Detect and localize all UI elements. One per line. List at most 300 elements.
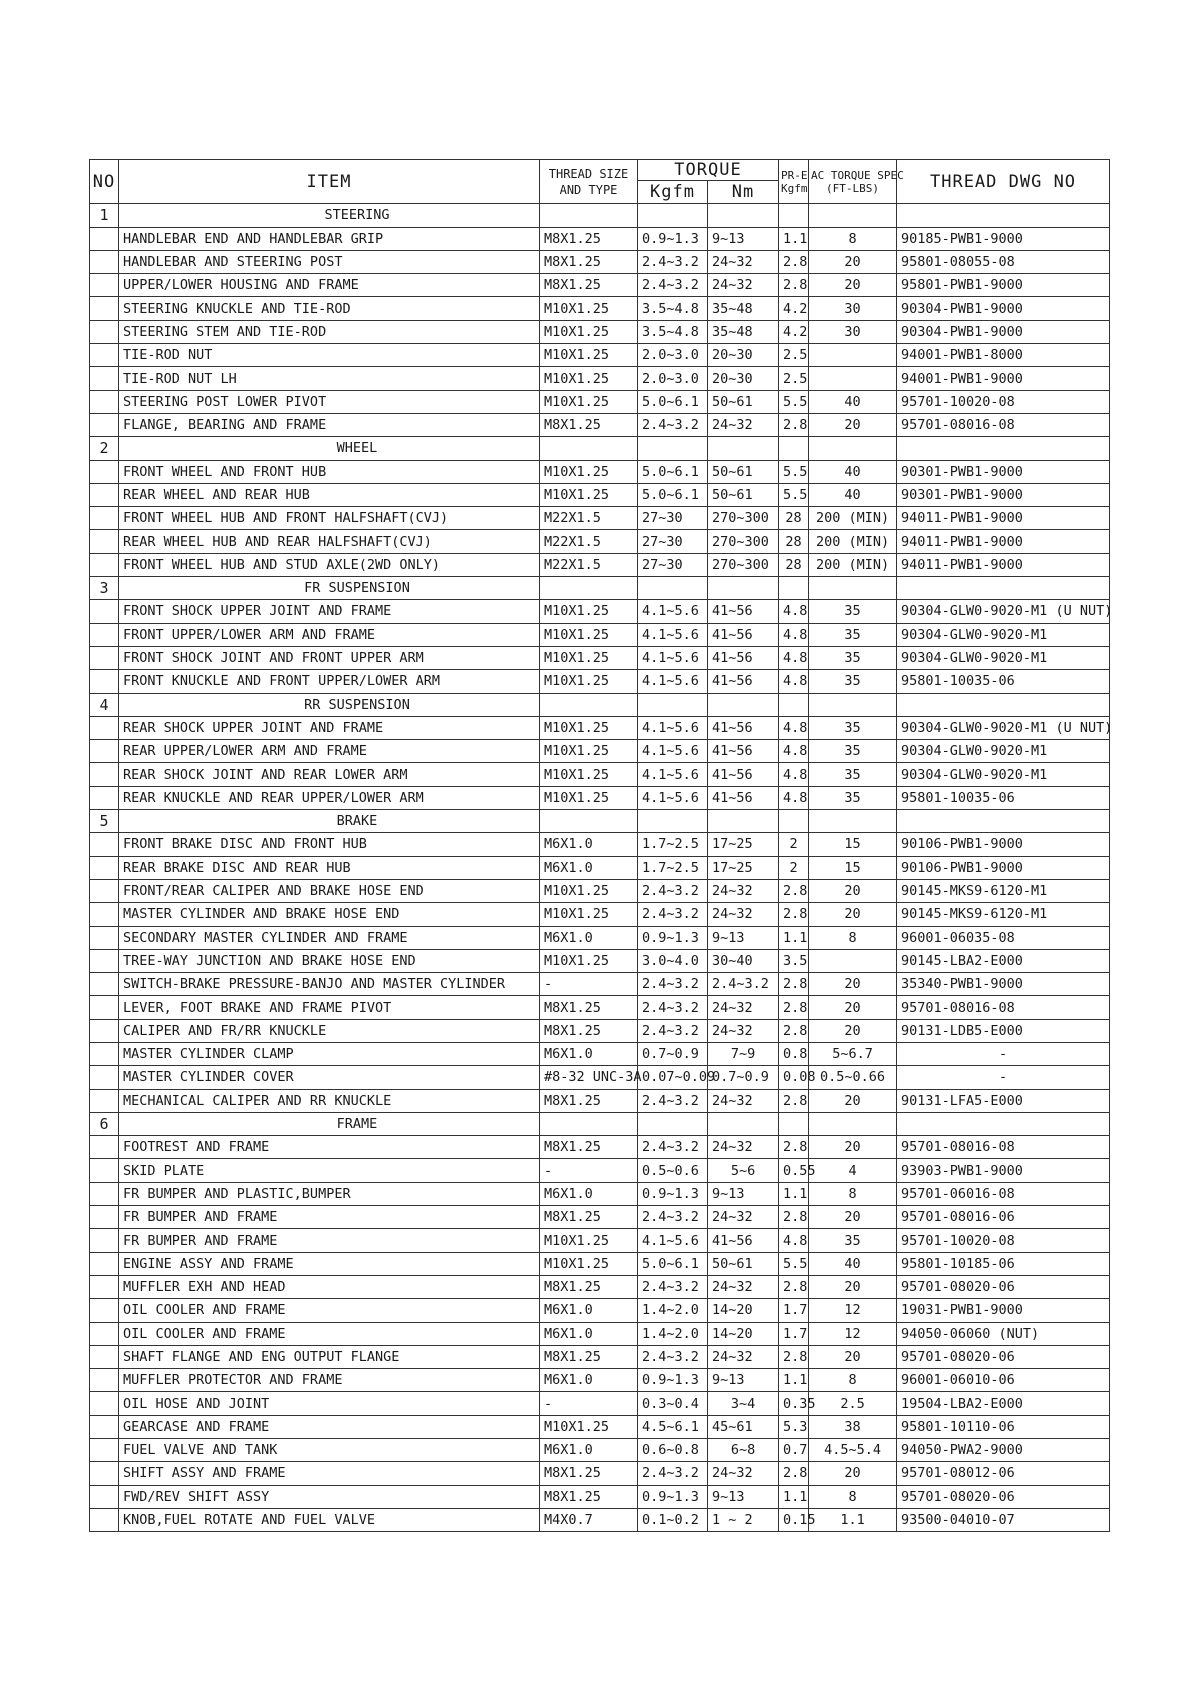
nm-cell: 30~40 (708, 949, 779, 972)
table-row (90, 1066, 1110, 1089)
dwg-cell: 90106-PWB1-9000 (897, 833, 1110, 856)
empty-cell (90, 879, 119, 902)
ac-cell: 35 (809, 670, 897, 693)
nm-cell: 50~61 (708, 390, 779, 413)
col-pre-header (779, 160, 809, 204)
empty-cell (708, 1112, 779, 1135)
empty-cell (540, 437, 638, 460)
pre-cell: 4.8 (779, 1229, 809, 1252)
pre-cell: 2.8 (779, 996, 809, 1019)
dwg-cell: 90304-GLW0-9020-M1 (U NUT) (897, 716, 1110, 739)
dwg-cell: 90304-GLW0-9020-M1 (U NUT) (897, 600, 1110, 623)
section-number: 1 (90, 204, 119, 227)
thread-cell: M10X1.25 (540, 716, 638, 739)
item-cell: REAR UPPER/LOWER ARM AND FRAME (119, 740, 540, 763)
section-row (90, 437, 1110, 460)
table-row (90, 786, 1110, 809)
empty-cell (90, 623, 119, 646)
table-row (90, 1089, 1110, 1112)
dwg-cell: 90131-LDB5-E000 (897, 1019, 1110, 1042)
nm-cell: 50~61 (708, 460, 779, 483)
item-cell: HANDLEBAR END AND HANDLEBAR GRIP (119, 227, 540, 250)
kgfm-cell: 3.5~4.8 (638, 320, 708, 343)
ac-cell: 20 (809, 879, 897, 902)
pre-cell: 4.2 (779, 320, 809, 343)
item-cell: FWD/REV SHIFT ASSY (119, 1485, 540, 1508)
empty-cell (90, 390, 119, 413)
kgfm-cell: 0.9~1.3 (638, 227, 708, 250)
dwg-cell: 90301-PWB1-9000 (897, 483, 1110, 506)
thread-cell: M10X1.25 (540, 460, 638, 483)
ac-cell: 35 (809, 623, 897, 646)
empty-cell (897, 810, 1110, 833)
kgfm-cell: 4.1~5.6 (638, 600, 708, 623)
empty-cell (90, 1089, 119, 1112)
nm-cell: 41~56 (708, 740, 779, 763)
item-cell: SECONDARY MASTER CYLINDER AND FRAME (119, 926, 540, 949)
empty-cell (90, 646, 119, 669)
kgfm-cell: 1.4~2.0 (638, 1322, 708, 1345)
nm-cell: 5~6 (708, 1159, 779, 1182)
nm-cell: 41~56 (708, 670, 779, 693)
pre-cell: 4.8 (779, 600, 809, 623)
nm-cell: 50~61 (708, 1252, 779, 1275)
pre-cell: 5.5 (779, 1252, 809, 1275)
nm-cell: 24~32 (708, 1206, 779, 1229)
thread-cell: M10X1.25 (540, 320, 638, 343)
table-row (90, 1042, 1110, 1065)
thread-cell: M6X1.0 (540, 1439, 638, 1462)
thread-cell: M8X1.25 (540, 1485, 638, 1508)
kgfm-cell: 1.7~2.5 (638, 856, 708, 879)
kgfm-cell: 0.9~1.3 (638, 1369, 708, 1392)
pre-cell: 4.8 (779, 716, 809, 739)
item-cell: FLANGE, BEARING AND FRAME (119, 413, 540, 436)
pre-cell: 4.8 (779, 646, 809, 669)
thread-cell: M8X1.25 (540, 274, 638, 297)
thread-cell: M6X1.0 (540, 1299, 638, 1322)
item-cell: STEERING POST LOWER PIVOT (119, 390, 540, 413)
thread-header-line2: AND TYPE (559, 182, 618, 197)
nm-cell: 24~32 (708, 1345, 779, 1368)
thread-cell: M8X1.25 (540, 1462, 638, 1485)
empty-cell (638, 204, 708, 227)
ac-cell (809, 367, 897, 390)
thread-cell: M6X1.0 (540, 1369, 638, 1392)
empty-cell (809, 1112, 897, 1135)
empty-cell (90, 1462, 119, 1485)
dwg-cell: 96001-06035-08 (897, 926, 1110, 949)
kgfm-cell: 1.7~2.5 (638, 833, 708, 856)
table-row (90, 1322, 1110, 1345)
dwg-cell: 90304-GLW0-9020-M1 (897, 740, 1110, 763)
dwg-cell: 94011-PWB1-9000 (897, 553, 1110, 576)
kgfm-cell: 27~30 (638, 507, 708, 530)
thread-header-line1: THREAD SIZE (548, 166, 629, 181)
kgfm-cell: 4.1~5.6 (638, 763, 708, 786)
pre-cell: 2.8 (779, 274, 809, 297)
dwg-cell: 90131-LFA5-E000 (897, 1089, 1110, 1112)
section-number: 2 (90, 437, 119, 460)
empty-cell (90, 483, 119, 506)
thread-cell: M10X1.25 (540, 763, 638, 786)
kgfm-cell: 4.1~5.6 (638, 670, 708, 693)
ac-cell: 35 (809, 763, 897, 786)
dwg-cell: 90304-PWB1-9000 (897, 297, 1110, 320)
kgfm-cell: 27~30 (638, 553, 708, 576)
empty-cell (90, 1159, 119, 1182)
empty-cell (90, 320, 119, 343)
ac-cell: 40 (809, 390, 897, 413)
ac-cell: 30 (809, 297, 897, 320)
table-row (90, 1485, 1110, 1508)
empty-cell (540, 1112, 638, 1135)
pre-cell: 2.8 (779, 1136, 809, 1159)
thread-cell: - (540, 1392, 638, 1415)
thread-cell: M8X1.25 (540, 1275, 638, 1298)
ac-header-line2: (FT-LBS) (826, 181, 879, 195)
dwg-cell: 95701-10020-08 (897, 1229, 1110, 1252)
dwg-cell: 95701-08016-06 (897, 1206, 1110, 1229)
kgfm-cell: 2.4~3.2 (638, 1089, 708, 1112)
empty-cell (638, 810, 708, 833)
nm-cell: 9~13 (708, 1485, 779, 1508)
nm-cell: 9~13 (708, 227, 779, 250)
kgfm-cell: 4.1~5.6 (638, 1229, 708, 1252)
empty-cell (638, 1112, 708, 1135)
table-row (90, 740, 1110, 763)
item-cell: FR BUMPER AND FRAME (119, 1206, 540, 1229)
pre-cell: 0.8 (779, 1042, 809, 1065)
dwg-cell: 94011-PWB1-9000 (897, 530, 1110, 553)
nm-cell: 41~56 (708, 763, 779, 786)
empty-cell (90, 274, 119, 297)
ac-cell: 15 (809, 833, 897, 856)
kgfm-cell: 0.9~1.3 (638, 926, 708, 949)
dwg-cell: 95801-10035-06 (897, 670, 1110, 693)
empty-cell (897, 204, 1110, 227)
pre-cell: 0.08 (779, 1066, 809, 1089)
item-cell: FRONT BRAKE DISC AND FRONT HUB (119, 833, 540, 856)
dwg-cell: 95801-10110-06 (897, 1415, 1110, 1438)
nm-cell: 41~56 (708, 1229, 779, 1252)
empty-cell (90, 1136, 119, 1159)
ac-cell: 35 (809, 600, 897, 623)
section-title: FRAME (119, 1112, 540, 1135)
table-row (90, 646, 1110, 669)
dwg-cell: 94050-06060 (NUT) (897, 1322, 1110, 1345)
pre-cell: 4.2 (779, 297, 809, 320)
col-item-header: ITEM (119, 160, 540, 204)
kgfm-cell: 1.4~2.0 (638, 1299, 708, 1322)
empty-cell (90, 833, 119, 856)
item-cell: REAR BRAKE DISC AND REAR HUB (119, 856, 540, 879)
table-row (90, 320, 1110, 343)
item-cell: FRONT SHOCK UPPER JOINT AND FRAME (119, 600, 540, 623)
empty-cell (90, 763, 119, 786)
nm-cell: 9~13 (708, 1369, 779, 1392)
kgfm-cell: 2.0~3.0 (638, 367, 708, 390)
empty-cell (90, 949, 119, 972)
item-cell: MASTER CYLINDER AND BRAKE HOSE END (119, 903, 540, 926)
nm-cell: 3~4 (708, 1392, 779, 1415)
item-cell: FRONT WHEEL HUB AND FRONT HALFSHAFT(CVJ) (119, 507, 540, 530)
dwg-cell: 90304-GLW0-9020-M1 (897, 623, 1110, 646)
thread-cell: M22X1.5 (540, 507, 638, 530)
ac-cell: 12 (809, 1322, 897, 1345)
thread-cell: M8X1.25 (540, 1136, 638, 1159)
pre-cell: 1.7 (779, 1322, 809, 1345)
nm-cell: 7~9 (708, 1042, 779, 1065)
ac-cell: 2.5 (809, 1392, 897, 1415)
table-row (90, 1136, 1110, 1159)
empty-cell (90, 1252, 119, 1275)
col-thread-header (540, 160, 638, 204)
ac-cell: 20 (809, 1019, 897, 1042)
table-row (90, 996, 1110, 1019)
pre-cell: 5.5 (779, 390, 809, 413)
ac-cell: 8 (809, 227, 897, 250)
thread-cell: M10X1.25 (540, 367, 638, 390)
empty-cell (779, 693, 809, 716)
item-cell: FRONT SHOCK JOINT AND FRONT UPPER ARM (119, 646, 540, 669)
table-row (90, 763, 1110, 786)
item-cell: OIL COOLER AND FRAME (119, 1322, 540, 1345)
pre-cell: 2 (779, 856, 809, 879)
item-cell: KNOB,FUEL ROTATE AND FUEL VALVE (119, 1508, 540, 1531)
dwg-cell: 94011-PWB1-9000 (897, 507, 1110, 530)
nm-cell: 14~20 (708, 1299, 779, 1322)
empty-cell (90, 926, 119, 949)
table-row (90, 483, 1110, 506)
nm-cell: 270~300 (708, 507, 779, 530)
nm-cell: 20~30 (708, 367, 779, 390)
empty-cell (90, 1299, 119, 1322)
nm-cell: 24~32 (708, 250, 779, 273)
pre-header-line2: Kgfm (781, 181, 808, 195)
dwg-cell: 90304-PWB1-9000 (897, 320, 1110, 343)
pre-cell: 1.1 (779, 926, 809, 949)
table-row (90, 1369, 1110, 1392)
table-row (90, 1229, 1110, 1252)
col-torque-header: TORQUE (638, 160, 779, 181)
empty-cell (897, 577, 1110, 600)
dwg-cell: 94001-PWB1-8000 (897, 344, 1110, 367)
dwg-cell: 95701-06016-08 (897, 1182, 1110, 1205)
nm-cell: 41~56 (708, 716, 779, 739)
ac-cell: 35 (809, 716, 897, 739)
item-cell: MASTER CYLINDER COVER (119, 1066, 540, 1089)
dwg-cell: 95801-10035-06 (897, 786, 1110, 809)
empty-cell (90, 1229, 119, 1252)
item-cell: OIL HOSE AND JOINT (119, 1392, 540, 1415)
table-row (90, 530, 1110, 553)
kgfm-cell: 4.1~5.6 (638, 740, 708, 763)
empty-cell (809, 693, 897, 716)
empty-cell (90, 1345, 119, 1368)
nm-cell: 9~13 (708, 926, 779, 949)
empty-cell (809, 577, 897, 600)
dwg-cell: 96001-06010-06 (897, 1369, 1110, 1392)
dwg-cell: 94050-PWA2-9000 (897, 1439, 1110, 1462)
pre-cell: 2.8 (779, 903, 809, 926)
dwg-cell: 95701-08020-06 (897, 1275, 1110, 1298)
item-cell: FOOTREST AND FRAME (119, 1136, 540, 1159)
kgfm-cell: 2.4~3.2 (638, 274, 708, 297)
pre-cell: 5.5 (779, 460, 809, 483)
section-title: BRAKE (119, 810, 540, 833)
table-row (90, 1159, 1110, 1182)
nm-cell: 24~32 (708, 903, 779, 926)
ac-cell: 4.5~5.4 (809, 1439, 897, 1462)
ac-cell: 200 (MIN) (809, 553, 897, 576)
dwg-cell: 90145-MKS9-6120-M1 (897, 903, 1110, 926)
empty-cell (540, 577, 638, 600)
dwg-cell: 90301-PWB1-9000 (897, 460, 1110, 483)
thread-cell: M8X1.25 (540, 996, 638, 1019)
nm-cell: 24~32 (708, 1462, 779, 1485)
dwg-cell: 95701-08016-08 (897, 1136, 1110, 1159)
kgfm-cell: 2.4~3.2 (638, 1345, 708, 1368)
empty-cell (90, 670, 119, 693)
pre-cell: 2.8 (779, 1345, 809, 1368)
pre-cell: 1.1 (779, 1485, 809, 1508)
thread-cell: M6X1.0 (540, 926, 638, 949)
ac-cell: 20 (809, 1206, 897, 1229)
item-cell: TIE-ROD NUT (119, 344, 540, 367)
pre-cell: 2.5 (779, 367, 809, 390)
empty-cell (897, 693, 1110, 716)
thread-cell: M10X1.25 (540, 297, 638, 320)
item-cell: STEERING KNUCKLE AND TIE-ROD (119, 297, 540, 320)
kgfm-cell: 0.9~1.3 (638, 1485, 708, 1508)
pre-cell: 2.8 (779, 413, 809, 436)
pre-cell: 0.7 (779, 1439, 809, 1462)
empty-cell (897, 437, 1110, 460)
thread-cell: M6X1.0 (540, 856, 638, 879)
thread-cell: M10X1.25 (540, 879, 638, 902)
pre-cell: 2.5 (779, 344, 809, 367)
item-cell: SHIFT ASSY AND FRAME (119, 1462, 540, 1485)
ac-cell: 20 (809, 250, 897, 273)
empty-cell (90, 1182, 119, 1205)
pre-cell: 2.8 (779, 1206, 809, 1229)
thread-cell: M8X1.25 (540, 1019, 638, 1042)
kgfm-cell: 2.4~3.2 (638, 879, 708, 902)
ac-cell: 8 (809, 1485, 897, 1508)
pre-cell: 2.8 (779, 1462, 809, 1485)
thread-cell: M8X1.25 (540, 227, 638, 250)
kgfm-cell: 2.4~3.2 (638, 1275, 708, 1298)
dwg-cell: 90304-GLW0-9020-M1 (897, 646, 1110, 669)
item-cell: REAR SHOCK UPPER JOINT AND FRAME (119, 716, 540, 739)
pre-cell: 1.1 (779, 227, 809, 250)
item-cell: FRONT UPPER/LOWER ARM AND FRAME (119, 623, 540, 646)
item-cell: OIL COOLER AND FRAME (119, 1299, 540, 1322)
pre-cell: 2.8 (779, 973, 809, 996)
nm-cell: 270~300 (708, 553, 779, 576)
thread-cell: M6X1.0 (540, 1182, 638, 1205)
item-cell: FR BUMPER AND FRAME (119, 1229, 540, 1252)
item-cell: FR BUMPER AND PLASTIC,BUMPER (119, 1182, 540, 1205)
table-row (90, 833, 1110, 856)
table-row (90, 227, 1110, 250)
empty-cell (90, 367, 119, 390)
nm-cell: 20~30 (708, 344, 779, 367)
table-row (90, 949, 1110, 972)
thread-cell: M10X1.25 (540, 390, 638, 413)
dwg-cell: 90145-MKS9-6120-M1 (897, 879, 1110, 902)
section-number: 3 (90, 577, 119, 600)
ac-cell: 40 (809, 1252, 897, 1275)
ac-cell: 200 (MIN) (809, 507, 897, 530)
pre-cell: 4.8 (779, 763, 809, 786)
kgfm-cell: 2.4~3.2 (638, 1136, 708, 1159)
ac-header-line1: AC TORQUE SPEC (811, 168, 904, 182)
section-number: 4 (90, 693, 119, 716)
item-cell: MUFFLER PROTECTOR AND FRAME (119, 1369, 540, 1392)
ac-cell: 20 (809, 413, 897, 436)
table-header (90, 160, 1110, 204)
thread-cell: M8X1.25 (540, 250, 638, 273)
table-row (90, 1252, 1110, 1275)
thread-cell: M10X1.25 (540, 623, 638, 646)
ac-cell (809, 949, 897, 972)
empty-cell (540, 693, 638, 716)
item-cell: TREE-WAY JUNCTION AND BRAKE HOSE END (119, 949, 540, 972)
ac-cell: 20 (809, 1345, 897, 1368)
empty-cell (779, 577, 809, 600)
ac-cell: 8 (809, 1182, 897, 1205)
dwg-cell: 93903-PWB1-9000 (897, 1159, 1110, 1182)
pre-cell: 1.7 (779, 1299, 809, 1322)
col-nm-header: Nm (708, 181, 779, 204)
ac-cell: 40 (809, 460, 897, 483)
ac-cell: 4 (809, 1159, 897, 1182)
pre-cell: 0.55 (779, 1159, 809, 1182)
ac-cell: 0.5~0.66 (809, 1066, 897, 1089)
nm-cell: 2.4~3.2 (708, 973, 779, 996)
thread-cell: M10X1.25 (540, 600, 638, 623)
table-row (90, 926, 1110, 949)
kgfm-cell: 0.3~0.4 (638, 1392, 708, 1415)
empty-cell (90, 530, 119, 553)
item-cell: FRONT/REAR CALIPER AND BRAKE HOSE END (119, 879, 540, 902)
thread-cell: M6X1.0 (540, 833, 638, 856)
table-row (90, 297, 1110, 320)
torque-spec-table (89, 159, 1113, 1532)
empty-cell (90, 507, 119, 530)
empty-cell (708, 577, 779, 600)
nm-cell: 35~48 (708, 320, 779, 343)
nm-cell: 24~32 (708, 996, 779, 1019)
dwg-cell: 90145-LBA2-E000 (897, 949, 1110, 972)
thread-cell: M6X1.0 (540, 1322, 638, 1345)
dwg-cell: 95701-10020-08 (897, 390, 1110, 413)
section-number: 6 (90, 1112, 119, 1135)
dwg-cell: 90185-PWB1-9000 (897, 227, 1110, 250)
empty-cell (90, 1415, 119, 1438)
section-title: FR SUSPENSION (119, 577, 540, 600)
section-row (90, 1112, 1110, 1135)
empty-cell (90, 227, 119, 250)
section-title: RR SUSPENSION (119, 693, 540, 716)
table-row (90, 623, 1110, 646)
item-cell: HANDLEBAR AND STEERING POST (119, 250, 540, 273)
empty-cell (708, 810, 779, 833)
nm-cell: 35~48 (708, 297, 779, 320)
nm-cell: 41~56 (708, 600, 779, 623)
